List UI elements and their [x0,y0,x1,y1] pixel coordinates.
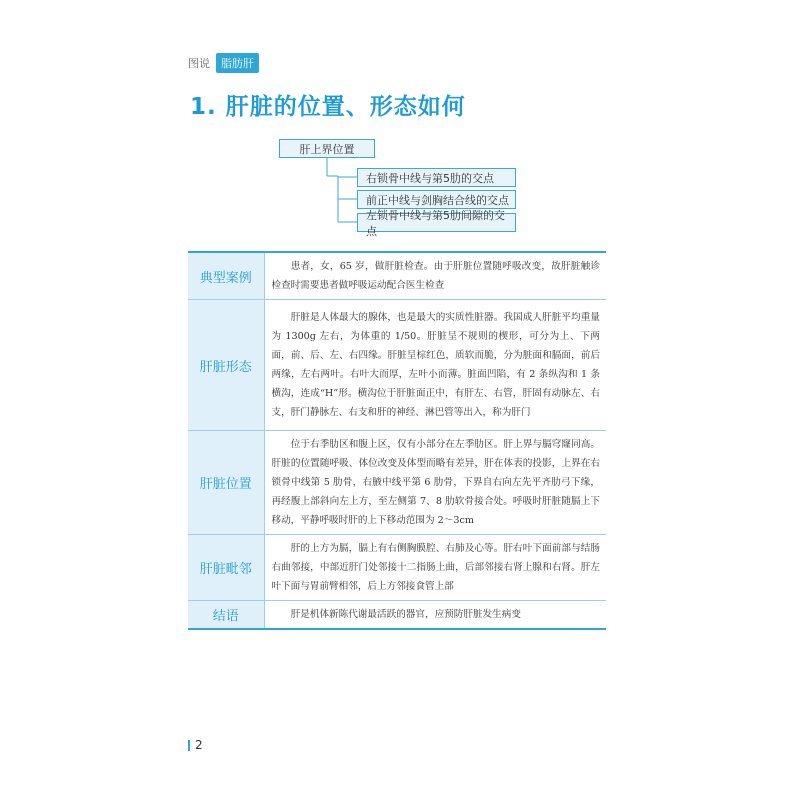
page-number: 2 [195,738,203,752]
footer-accent-bar [188,740,190,751]
book-title-badge: 脂肪肝 [216,53,259,73]
row-content: 肝是机体新陈代谢最活跃的器官，应预防肝脏发生病变 [264,601,606,630]
table-row [188,300,606,431]
row-label: 典型案例 [188,252,264,300]
diagram-root-node: 肝上界位置 [279,139,375,158]
table-row [188,252,606,300]
table-row [188,431,606,535]
diagram-leaf-node: 左锁骨中线与第5肋间隙的交点 [357,213,516,232]
row-content: 位于右季肋区和腹上区，仅有小部分在左季肋区。肝上界与膈穹窿同高。肝脏的位置随呼吸、体位改变及体型而略有差异，肝在体表的投影，上界在右锁骨中线第 5 肋骨，右腋中线平第 6 肋骨，下界自右向左先平齐肋弓下缘，再经腹上部斜向左上方，至左侧第 7、8 肋软骨接合处。呼吸时肝脏随膈上下移动，平静呼吸时肝的上下移动范围为 2～3cm [264,431,606,535]
section-title: 1. 肝脏的位置、形态如何 [190,94,466,120]
row-label: 肝脏位置 [188,431,264,535]
liver-info-table [188,251,606,630]
row-label: 肝脏形态 [188,300,264,431]
row-content: 患者，女，65 岁，做肝脏检查。由于肝脏位置随呼吸改变，故肝脏触诊检查时需要患者做呼吸运动配合医生检查 [264,252,606,300]
row-content: 肝的上方为膈，膈上有右侧胸膜腔、右肺及心等。肝右叶下面前部与结肠右曲邻接，中部近肝门处邻接十二指肠上曲，后部邻接右肾上腺和右肾。肝左叶下面与胃前臂相邻，后上方邻接食管上部 [264,535,606,601]
running-header [188,53,259,73]
row-label: 结语 [188,601,264,630]
row-label: 肝脏毗邻 [188,535,264,601]
table-row [188,535,606,601]
diagram-leaf-node: 前正中线与剑胸结合线的交点 [357,190,516,209]
row-content: 肝脏是人体最大的腺体，也是最大的实质性脏器。我国成人肝脏平均重量为 1300g 左右，为体重的 1/50。肝脏呈不规则的楔形，可分为上、下两面，前、后、左、右四缘。肝脏呈棕红色，质软而脆，分为脏面和膈面，前后两缘，左右两叶。右叶大而厚，左叶小而薄。脏面凹陷，有 2 条纵沟和 1 条横沟，连成“H”形。横沟位于肝脏面正中，有肝左、右管，肝固有动脉左、右支，肝门静脉左、右支和肝的神经、淋巴管等出入，称为肝门 [264,300,606,431]
page-footer [188,738,203,752]
header-prefix: 图说 [188,57,210,70]
diagram-leaf-node: 右锁骨中线与第5肋的交点 [357,168,516,187]
table-row [188,601,606,630]
